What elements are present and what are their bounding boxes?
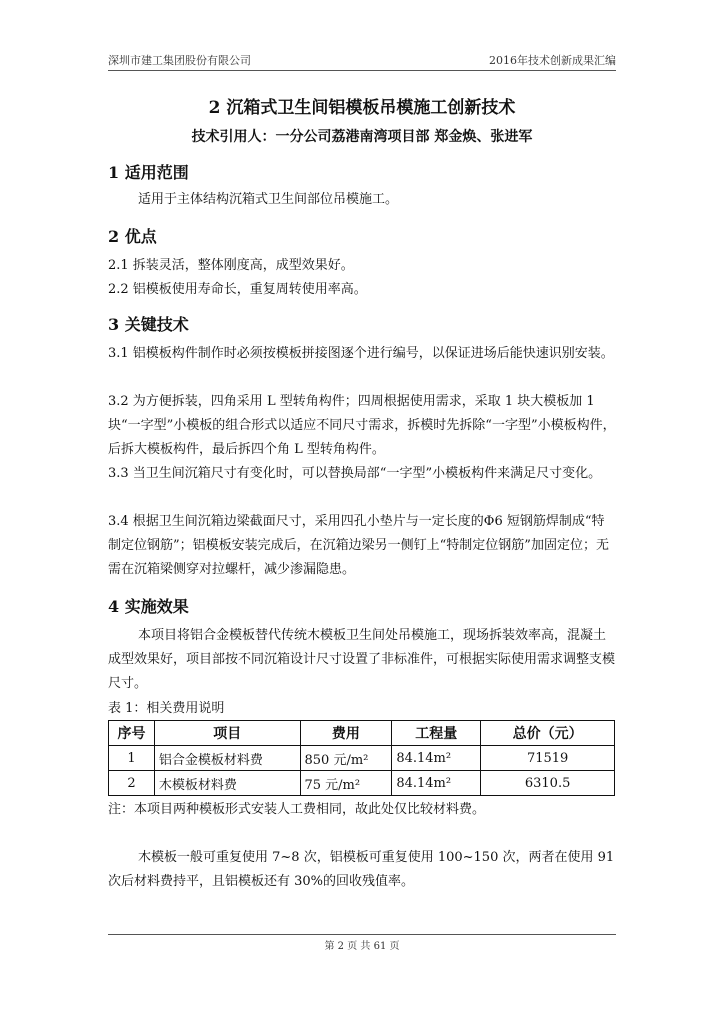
- footer-divider: [108, 934, 616, 935]
- cost-table: [108, 720, 615, 796]
- section-2-item-2: 2.2 铝模板使用寿命长，重复周转使用率高。: [108, 282, 367, 297]
- cell-item: 木模板材料费: [154, 771, 300, 796]
- table-header-row: [109, 721, 615, 746]
- section-2-item-1: 2.1 拆装灵活，整体刚度高，成型效果好。: [108, 258, 354, 273]
- cell-no: 1: [109, 746, 155, 771]
- cell-item: 铝合金模板材料费: [154, 746, 300, 771]
- section-3-item-2: 3.2 为方便拆装，四角采用 L 型转角构件；四周根据使用需求，采取 1 块大模板加 1 块“一字型”小模板的组合形式以适应不同尺寸需求，拆模时先拆除“一字型”小模板构件，后拆大模板构件，最后拆四个角 L 型转角构件。: [108, 394, 616, 457]
- document-title: 2 沉箱式卫生间铝模板吊模施工创新技术: [208, 98, 516, 118]
- header-collection: 2016年技术创新成果汇编: [489, 54, 616, 67]
- section-2-heading: 2 优点: [108, 227, 157, 246]
- document-subtitle: 技术引用人：一分公司荔港南湾项目部 郑金焕、张进军: [191, 129, 533, 145]
- section-1-text: 适用于主体结构沉箱式卫生间部位吊模施工。: [138, 192, 399, 207]
- col-header-quantity: 工程量: [392, 721, 481, 746]
- cell-cost: 850 元/m²: [300, 746, 392, 771]
- cell-quantity: 84.14m²: [392, 771, 481, 796]
- col-header-total: 总价（元）: [481, 721, 615, 746]
- table-caption: 表 1：相关费用说明: [108, 701, 225, 716]
- section-4-heading: 4 实施效果: [108, 597, 189, 616]
- cell-quantity: 84.14m²: [392, 746, 481, 771]
- col-header-cost: 费用: [300, 721, 392, 746]
- section-4-paragraph: 本项目将铝合金模板替代传统木模板卫生间处吊模施工，现场拆装效率高，混凝土成型效果好，项目部按不同沉箱设计尺寸设置了非标准件，可根据实际使用需求调整支模尺寸。: [108, 628, 616, 691]
- page-header: [108, 52, 616, 70]
- page-number: 第 2 页 共 61 页: [324, 941, 400, 952]
- section-3-item-1: 3.1 铝模板构件制作时必须按模板拼接图逐个进行编号，以保证进场后能快速识别安装。: [108, 346, 614, 361]
- header-divider: [108, 70, 616, 71]
- cell-no: 2: [109, 771, 155, 796]
- section-1-heading: 1 适用范围: [108, 163, 189, 182]
- table-note: 注：本项目两种模板形式安装人工费相同，故此处仅比较材料费。: [108, 802, 486, 817]
- section-3-item-4: 3.4 根据卫生间沉箱边梁截面尺寸，采用四孔小垫片与一定长度的Φ6 短钢筋焊制成“特制定位钢筋”；铝模板安装完成后，在沉箱边梁另一侧钉上“特制定位钢筋”加固定位；无需在沉箱梁侧穿对拉螺杆，减少渗漏隐患。: [108, 514, 609, 577]
- cell-total: 71519: [481, 746, 615, 771]
- section-3-heading: 3 关键技术: [108, 315, 189, 334]
- col-header-item: 项目: [154, 721, 300, 746]
- section-3-item-3: 3.3 当卫生间沉箱尺寸有变化时，可以替换局部“一字型”小模板构件来满足尺寸变化。: [108, 466, 602, 481]
- table-row: [109, 771, 615, 796]
- header-company: 深圳市建工集团股份有限公司: [108, 54, 251, 67]
- cell-total: 6310.5: [481, 771, 615, 796]
- cell-cost: 75 元/m²: [300, 771, 392, 796]
- table-row: [109, 746, 615, 771]
- col-header-no: 序号: [109, 721, 155, 746]
- section-4-conclusion: 木模板一般可重复使用 7~8 次，铝模板可重复使用 100~150 次，两者在使用 91 次后材料费持平，且铝模板还有 30%的回收残值率。: [108, 850, 615, 889]
